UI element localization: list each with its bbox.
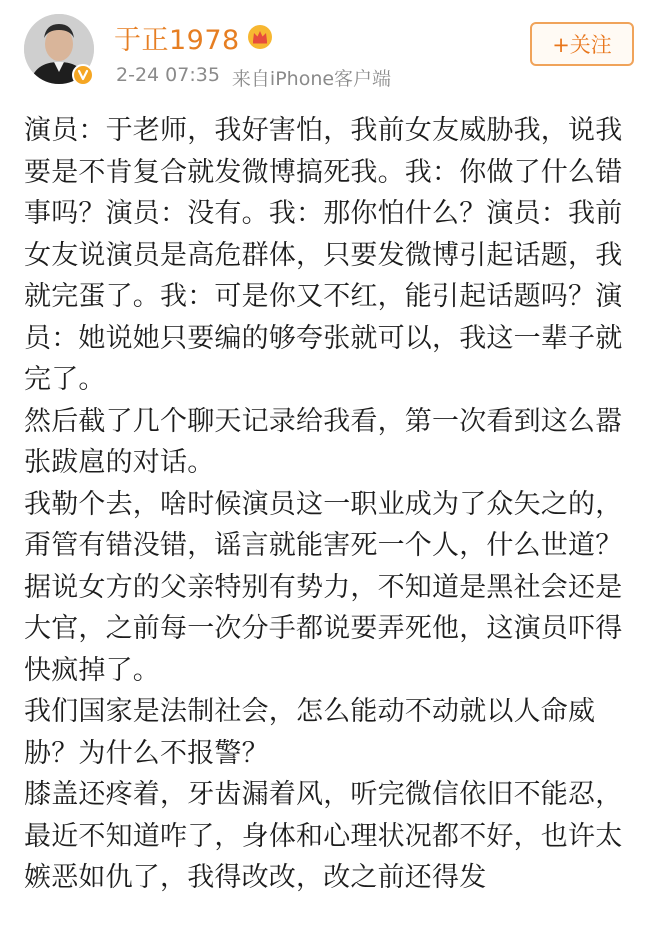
post-paragraph: 演员：于老师，我好害怕，我前女友威胁我，说我要是不肯复合就发微博搞死我。我：你做了什么错事吗？演员：没有。我：那你怕什么？演员：我前女友说演员是高危群体，只要发微博引起话题，我就完蛋了。我：可是你又不红，能引起话题吗？演员：她说她只要编的够夸张就可以，我这一辈子就完了。 [24,115,623,395]
post-paragraph: 膝盖还疼着，牙齿漏着风，听完微信依旧不能忍，最近不知道咋了，身体和心理状况都不好，也许太嫉恶如仇了，我得改改，改之前还得发 [24,779,623,893]
post-content [24,110,644,899]
post-paragraph: 据说女方的父亲特别有势力，不知道是黑社会还是大官，之前每一次分手都说要弄死他，这演员吓得快疯掉了。 [24,571,623,686]
post-timestamp: 2-24 07:35 [116,64,220,86]
crown-icon [246,24,274,50]
verified-badge-icon [72,64,94,86]
user-name[interactable]: 于正1978 [114,24,240,56]
post-source: 来自iPhone客户端 [231,68,392,90]
post-paragraph: 我们国家是法制社会，怎么能动不动就以人命威胁？为什么不报警？ [24,696,596,769]
post-meta [116,64,391,91]
post-header [0,0,660,100]
follow-button[interactable]: +关注 [530,22,634,66]
post-paragraph: 然后截了几个聊天记录给我看，第一次看到这么嚣张跋扈的对话。 [24,405,623,478]
user-name-row [114,20,274,54]
post-paragraph: 我勒个去，啥时候演员这一职业成为了众矢之的，甭管有错没错，谣言就能害死一个人，什么世道？ [24,488,623,561]
